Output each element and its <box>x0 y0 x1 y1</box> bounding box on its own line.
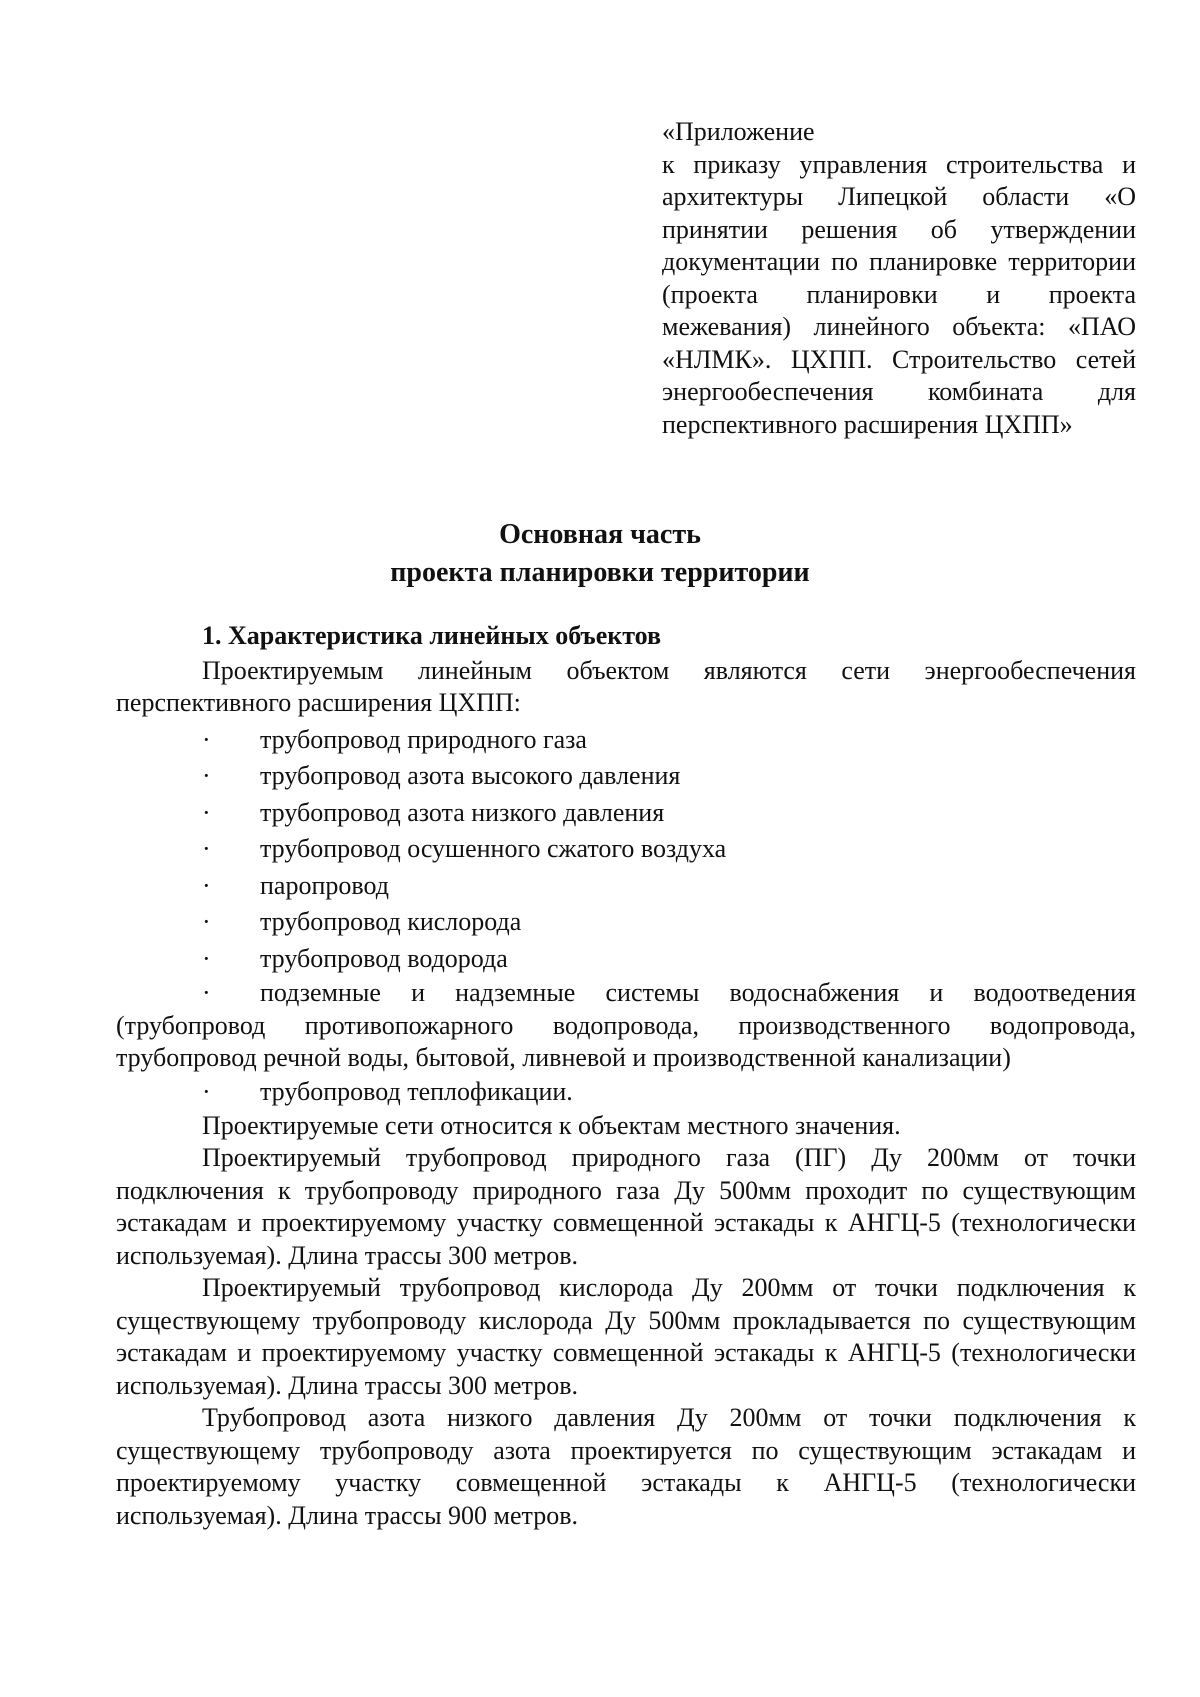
bullet-marker: · <box>202 797 211 827</box>
paragraph-oxygen: Проектируемый трубопровод кислорода Ду 200мм от точки подключения к существующему трубопроводу кислорода Ду 500мм прокладывается по существующим эстакадам и проектируемому участку совмещенной эстакады к АНГЦ-5 (технологически используемая). Длина трассы 300 метров. <box>116 1273 1136 1400</box>
bullet-marker: · <box>202 724 211 754</box>
bullet-marker: · <box>202 761 211 790</box>
list-item-text: трубопровод водорода <box>260 943 508 973</box>
list-item-long <box>116 977 1136 1075</box>
list-item <box>116 795 1136 832</box>
list-item-text: трубопровод кислорода <box>260 907 522 936</box>
paragraph-local-significance: Проектируемые сети относится к объектам местного значения. <box>202 1110 901 1140</box>
list-item-text: подземные и надземные системы водоснабжения и водоотведения (трубопровод противопожарного водопровода, производственного водопровода, трубопровод речной воды, бытовой, ливневой и производственной канализации) <box>116 978 1136 1072</box>
paragraph-natural-gas: Проектируемый трубопровод природного газа (ПГ) Ду 200мм от точки подключения к трубопроводу природного газа Ду 500мм проходит по существующим эстакадам и проектируемому участку совмещенной эстакады к АНГЦ-5 (технологически используемая). Длина трассы 300 метров. <box>116 1143 1136 1270</box>
bullet-marker: · <box>202 978 211 1007</box>
list-item <box>116 868 1136 905</box>
paragraph-nitrogen: Трубопровод азота низкого давления Ду 200мм от точки подключения к существующему трубопроводу азота проектируется по существующим эстакадам и проектируемому участку совмещенной эстакады к АНГЦ-5 (технологически используемая). Длина трассы 900 метров. <box>116 1403 1136 1530</box>
list-item-text: трубопровод азота низкого давления <box>260 797 665 827</box>
list-item <box>116 758 1136 795</box>
bullet-marker: · <box>202 870 211 900</box>
document-title-line-2: проекта планировки территории <box>390 557 810 588</box>
bullet-marker: · <box>202 907 211 936</box>
list-item <box>116 1075 1136 1108</box>
bullet-marker: · <box>202 943 211 973</box>
list-item <box>116 722 1136 759</box>
appendix-header <box>662 116 1136 441</box>
list-item-text: трубопровод природного газа <box>260 724 587 754</box>
list-item-text: паропровод <box>260 870 389 900</box>
bullet-list <box>116 722 1136 1108</box>
appendix-header-text: к приказу управления строительства и архитектуры Липецкой области «О принятии решения об утверждении документации по планировке территории (проекта планировки и проекта межевания) линейного объекта: «ПАО «НЛМК». ЦХПП. Строительство сетей энергообеспечения комбината для перспективного расширения ЦХПП» <box>662 149 1136 439</box>
appendix-header-first-line: «Приложение <box>662 117 815 146</box>
list-item <box>116 831 1136 868</box>
list-item <box>116 904 1136 941</box>
bullet-marker: · <box>202 1076 211 1106</box>
document-title <box>0 516 1200 592</box>
list-item-text: трубопровод теплофикации. <box>260 1076 573 1106</box>
list-item-text: трубопровод осушенного сжатого воздуха <box>260 834 727 863</box>
list-item-text: трубопровод азота высокого давления <box>260 761 681 790</box>
document-title-line-1: Основная часть <box>499 519 701 550</box>
bullet-marker: · <box>202 834 211 863</box>
section-intro-paragraph: Проектируемым линейным объектом являются сети энергообеспечения перспективного расширения ЦХПП: <box>116 655 1136 717</box>
section-heading: 1. Характеристика линейных объектов <box>202 621 662 650</box>
section-1 <box>116 620 1136 1532</box>
list-item <box>116 941 1136 978</box>
